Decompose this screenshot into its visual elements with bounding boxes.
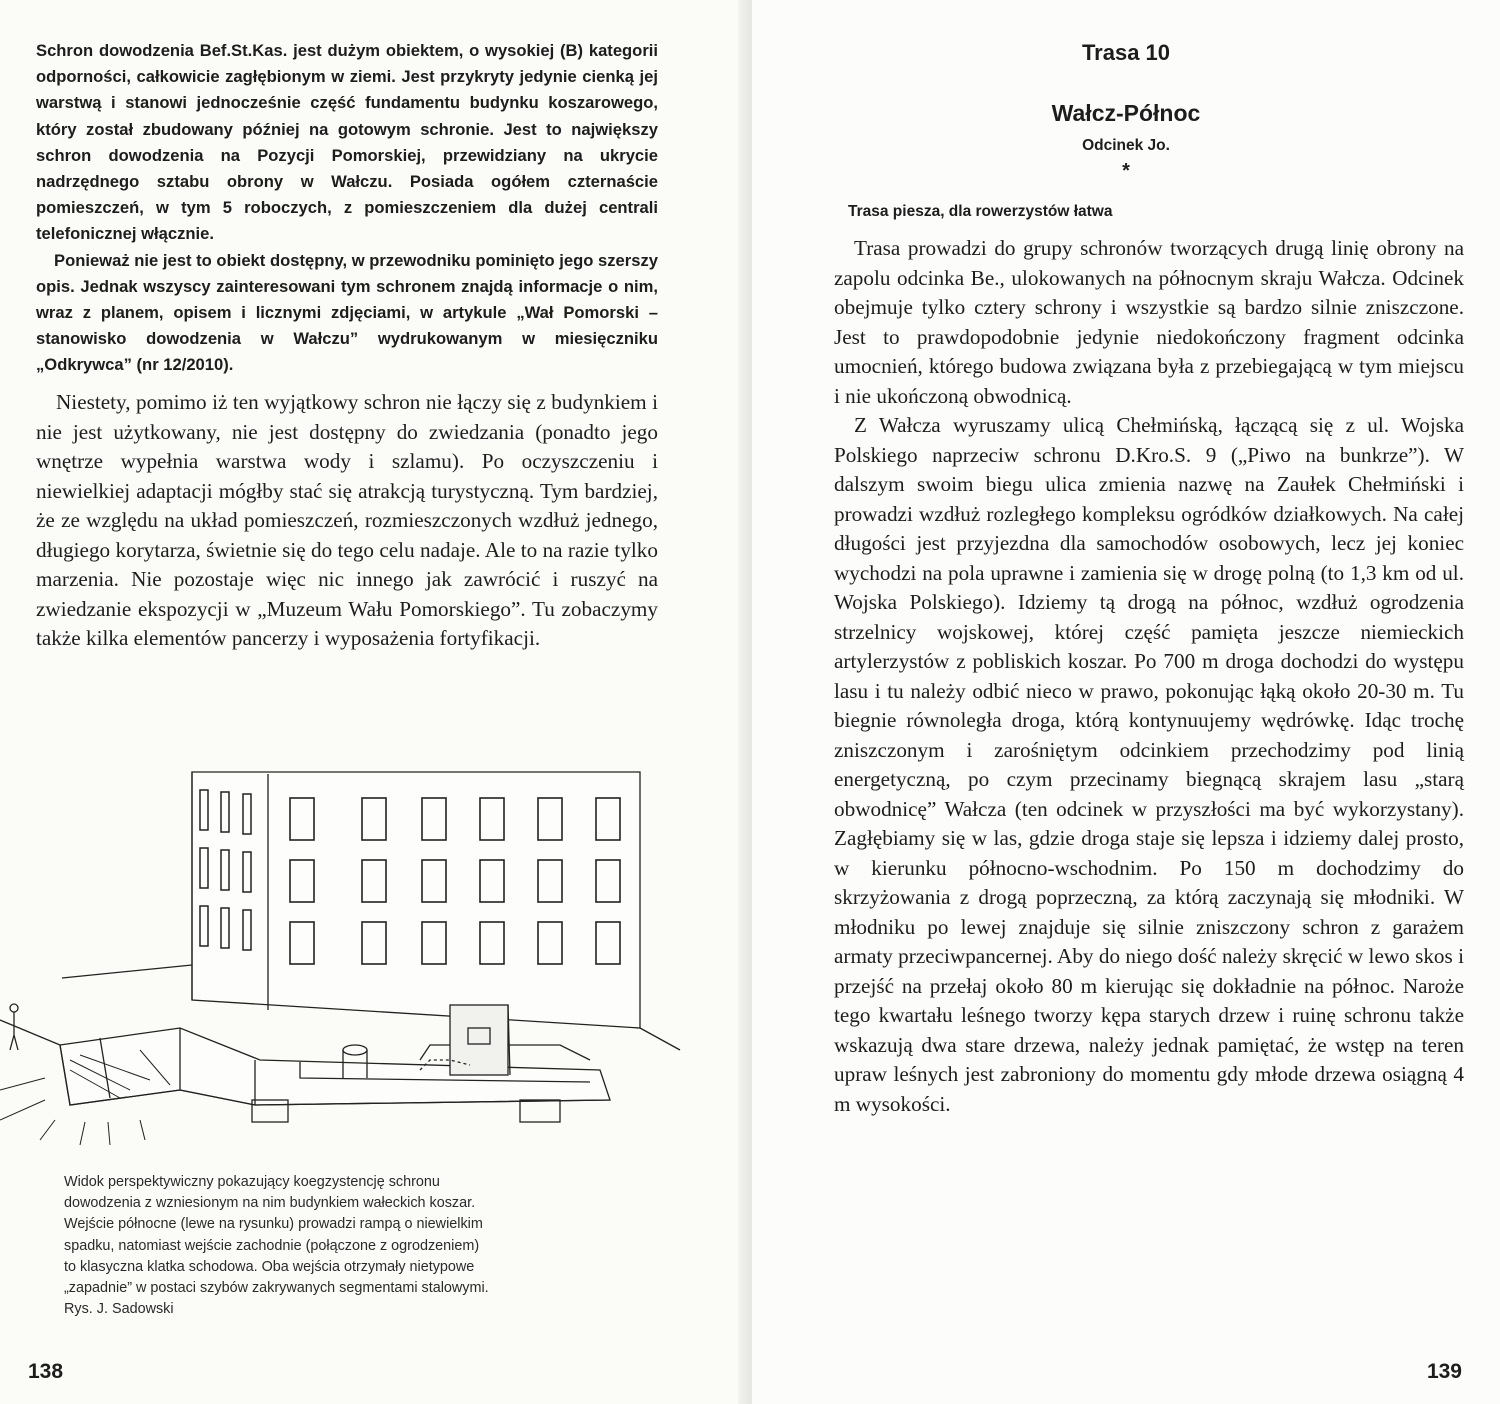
page-number-right: 139 <box>1426 1360 1462 1383</box>
left-page <box>0 0 748 1404</box>
caption-line: Rys. J. Sadowski <box>64 1301 174 1318</box>
bunker-building-illustration <box>0 760 690 1165</box>
section-label: Odcinek Jo. <box>1082 137 1170 154</box>
body-paragraph: Trasa prowadzi do grupy schronów tworzących drugą linię obrony na zapolu odcinka Be., ulokowanych na północnym skraju Wałcza. Odcinek obejmuje tylko cztery schrony i wszystkie są bardzo silnie zniszczone. Jest to prawdopodobnie jedynie niedokończony fragment odcinka umocnień, którego budowa związana była z przebiegającą w tym miejscu i nie ukończoną obwodnicą. <box>834 236 1464 408</box>
caption-line: to klasyczna klatka schodowa. Oba wejścia otrzymały nietypowe <box>64 1258 475 1275</box>
caption-line: Widok perspektywiczny pokazujący koegzystencję schronu <box>64 1174 440 1190</box>
body-paragraph: Niestety, pomimo iż ten wyjątkowy schron nie łączy się z budynkiem i nie jest użytkowany, nie jest dostępny do zwiedzania (ponadto jego wnętrze wypełnia warstwa wody i szlamu). Po oczyszczeniu i niewielkiej adaptacji mógłby stać się atrakcją turystyczną. Tym bardziej, że ze względu na układ pomieszczeń, rozmieszczonych wzdłuż jednego, długiego korytarza, świetnie się do tego celu nadaje. Ale to na razie tylko marzenia. Nie pozostaje więc nic innego jak zawrócić i ruszyć na zwiedzanie ekspozycji w „Muzeum Wału Pomorskiego”. Tu zobaczymy także kilka elementów pancerzy i wyposażenia fortyfikacji. <box>36 390 658 650</box>
caption-line: Wejście północne (lewe na rysunku) prowadzi rampą o niewielkim <box>64 1216 483 1233</box>
route-name: Wałcz-Północ <box>1051 100 1201 126</box>
route-title: Trasa 10 <box>1081 40 1171 65</box>
caption-line: spadku, natomiast wejście zachodnie (połączone z ogrodzeniem) <box>64 1237 480 1254</box>
illustration-caption <box>64 1172 644 1320</box>
note-paragraph: Schron dowodzenia Bef.St.Kas. jest dużym obiektem, o wysokiej (B) kategorii odporności, całkowicie zagłębionym w ziemi. Jest przykryty jedynie cienką jej warstwą i stanowi jednocześnie część fundamentu budynku koszarowego, który został zbudowany później na gotowym schronie. Jest to największy schron dowodzenia na Pozycji Pomorskiej, przewidziany na ukrycie nadrzędnego sztabu obrony w Wałczu. Posiada ogółem czternaście pomieszczeń, w tym 5 roboczych, z pomieszczeniem dla dużej centrali telefonicznej włącznie. <box>36 41 658 244</box>
body-paragraph: Z Wałcza wyruszamy ulicą Chełmińską, łączącą się z ul. Wojska Polskiego naprzeciw schronu D.Kro.S. 9 („Piwo na bunkrze”). W dalszym swoim biegu ulica zmienia nazwę na Zaułek Chełmiński i prowadzi wzdłuż rozległego kompleksu ogródków działkowych. Na całej długości jest przyjezdna dla samochodów osobowych, lecz jej koniec wychodzi na pola uprawne i zamienia się w drogę polną (to 1,3 km od ul. Wojska Polskiego). Idziemy tą drogą na północ, wzdłuż ogrodzenia strzelnicy wojskowej, której część pamięta jeszcze niemieckich artylerzystów z pobliskich koszar. Po 700 m droga dochodzi do występu lasu i tu należy odbić nieco w prawo, pokonując łąką około 20-30 m. Tu biegnie równoległa droga, którą kontynuujemy wędrówkę. Idąc trochę zniszczonym i zarośniętym odcinkiem przechodzimy pod linią energetyczną, po czym przecinamy biegnącą skrajem lasu „starą obwodnicę” Wałcza (ten odcinek w przyszłości ma być wykorzystany). Zagłębiamy się w las, gdzie droga staje się lepsza i idziemy dalej prosto, w kierunku północno-wschodnim. Po 150 m dochodzimy do skrzyżowania z drogą poprzeczną, za którą zaczynają się młodniki. W młodniku po lewej znajduje się silnie zniszczony schron z garażem armaty przeciwpancernej. Aby do niego dość należy skręcić w lewo skos i przejść na przełaj około 80 m kierując się dokładnie na północ. Naroże tego kwartału leśnego tworzy kępa starych drzew i ruinę schronu także wskazują dwa stare drzewa, należy jednak pamiętać, że wstęp na teren upraw leśnych jest zabroniony do momentu gdy młode drzewa osiągną 4 m wysokości. <box>834 413 1464 1116</box>
bunker-info-note <box>36 38 658 379</box>
left-body-text <box>36 388 658 654</box>
note-paragraph: Ponieważ nie jest to obiekt dostępny, w przewodniku pominięto jego szerszy opis. Jednak wszyscy zainteresowani tym schronem znajdą informacje o nim, wraz z planem, opisem i licznymi zdjęciami, w artykule „Wał Pomorski – stanowisko dowodzenia w Wałczu” wydrukowanym w miesięczniku „Odkrywca” (nr 12/2010). <box>36 250 658 375</box>
asterisk-divider: * <box>1122 160 1130 182</box>
right-page <box>752 0 1500 1404</box>
route-difficulty: Trasa piesza, dla rowerzystów łatwa <box>848 203 1113 220</box>
caption-line: „zapadnie” w postaci szybów zakrywanych segmentami stalowymi. <box>64 1280 489 1297</box>
caption-line: dowodzenia z wzniesionym na nim budynkiem wałeckich koszar. <box>64 1195 476 1212</box>
page-number-left: 138 <box>28 1360 64 1383</box>
right-body-text <box>834 234 1464 1119</box>
